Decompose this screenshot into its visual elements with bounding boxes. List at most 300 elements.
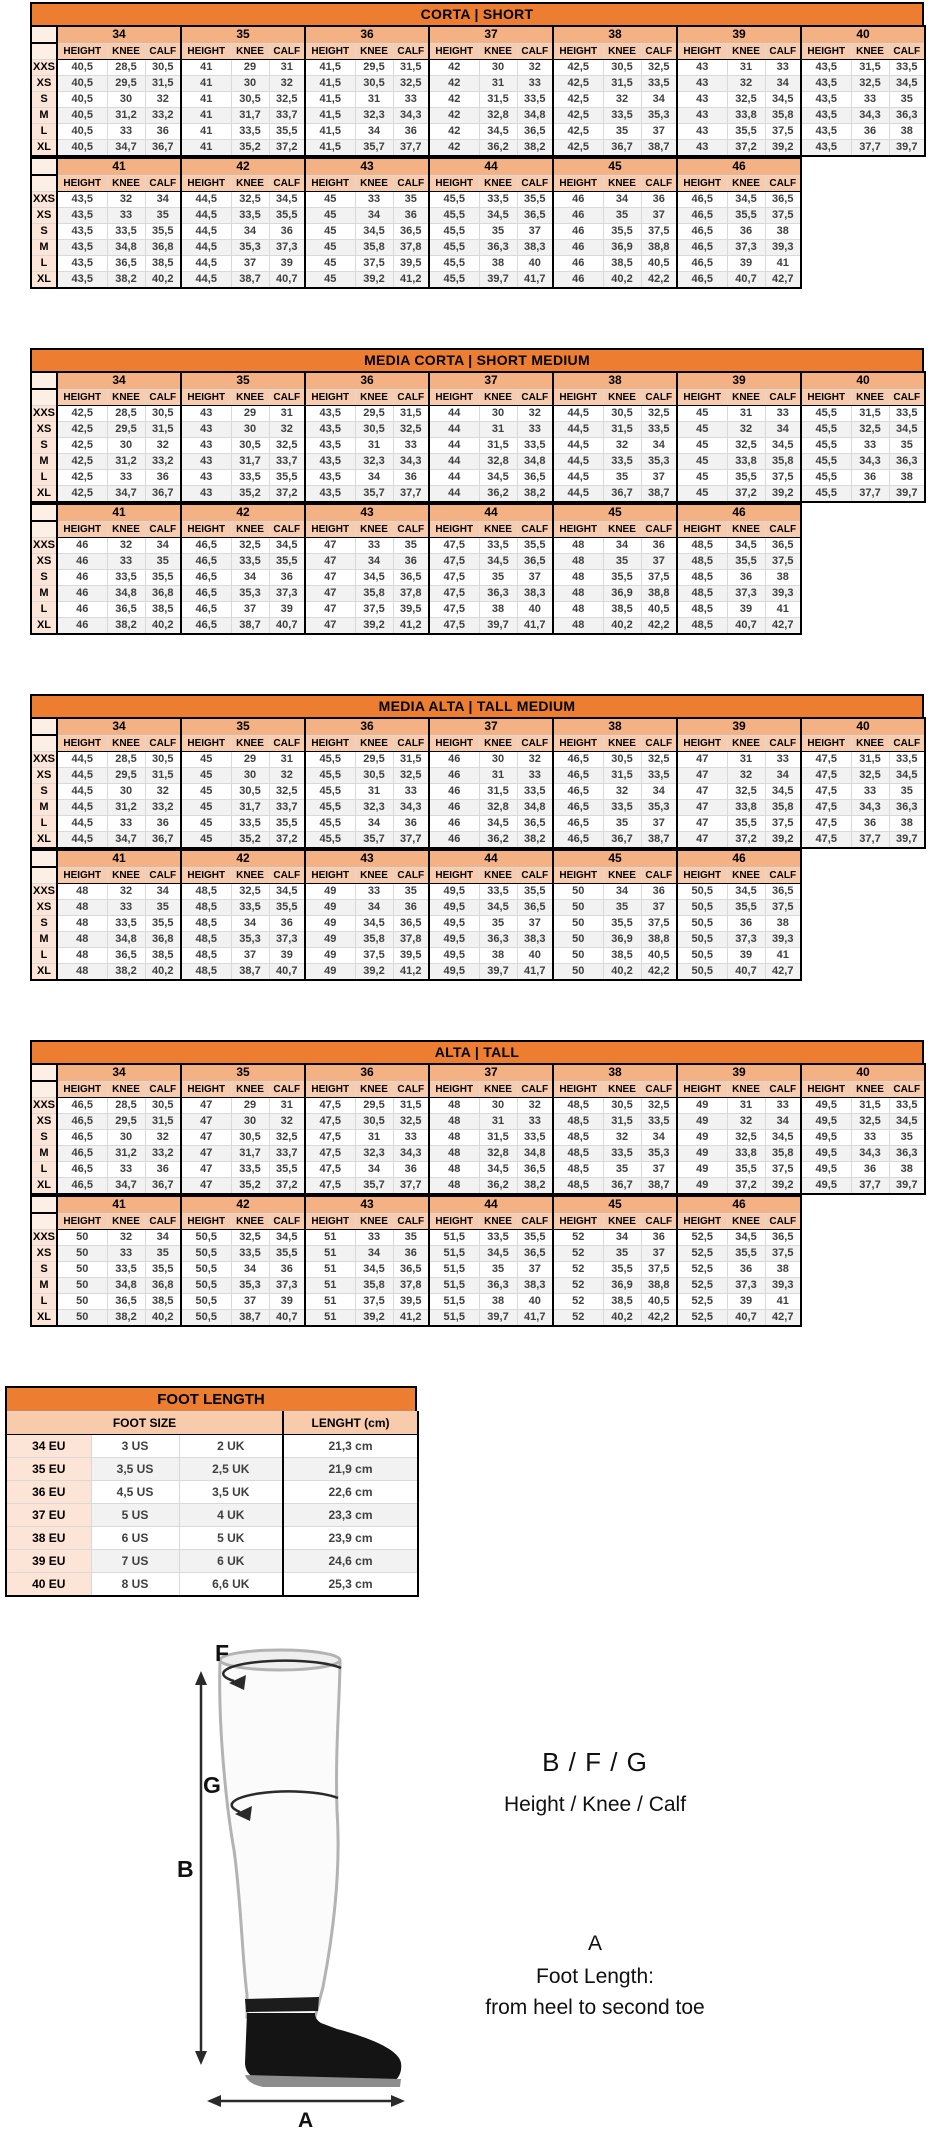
knee-cell: 32,8 — [479, 108, 517, 124]
knee-cell: 35,2 — [231, 1178, 269, 1195]
height-cell: 45,5 — [429, 224, 479, 240]
knee-cell: 35,2 — [231, 832, 269, 849]
height-cell: 47 — [677, 832, 727, 849]
knee-cell: 34,5 — [355, 224, 393, 240]
knee-cell: 38,5 — [603, 1294, 641, 1310]
calf-cell: 36 — [269, 916, 305, 932]
calf-cell: 32,5 — [641, 1098, 677, 1114]
height-cell: 44,5 — [181, 272, 231, 289]
knee-cell: 36,9 — [603, 1278, 641, 1294]
calf-cell: 39,2 — [765, 486, 801, 503]
knee-cell: 28,5 — [107, 752, 145, 768]
knee-cell: 35,5 — [727, 900, 765, 916]
knee-cell: 30,5 — [231, 92, 269, 108]
calf-cell: 36,3 — [889, 108, 925, 124]
knee-cell: 31,5 — [603, 768, 641, 784]
size-grid — [30, 849, 802, 981]
knee-cell: 35,3 — [231, 932, 269, 948]
calf-cell: 34 — [765, 1114, 801, 1130]
calf-cell: 37 — [517, 224, 553, 240]
measure-header: HEIGHT — [677, 389, 727, 406]
measure-header: KNEE — [355, 1213, 393, 1230]
measure-header: HEIGHT — [677, 175, 727, 192]
knee-cell: 37,2 — [727, 140, 765, 157]
size-grid — [30, 371, 926, 503]
height-cell: 52 — [553, 1294, 603, 1310]
size-header: 37 — [429, 718, 553, 735]
measure-header: CALF — [765, 867, 801, 884]
calf-cell: 36 — [145, 1162, 181, 1178]
calf-cell: 36,5 — [517, 1162, 553, 1178]
knee-cell: 29,5 — [355, 752, 393, 768]
calf-cell: 32,5 — [269, 1130, 305, 1146]
height-cell: 49,5 — [429, 948, 479, 964]
calf-cell: 35,5 — [269, 208, 305, 224]
height-cell: 42,5 — [57, 454, 107, 470]
calf-cell: 30,5 — [145, 752, 181, 768]
height-cell: 45 — [305, 256, 355, 272]
row-label: XS — [31, 768, 57, 784]
data-row — [31, 916, 801, 932]
height-cell: 44,5 — [57, 768, 107, 784]
data-row — [31, 538, 801, 554]
foot-row — [6, 1550, 418, 1573]
height-cell: 41,5 — [305, 124, 355, 140]
knee-cell: 37,3 — [727, 932, 765, 948]
calf-cell: 38 — [889, 124, 925, 140]
knee-cell: 40,2 — [603, 272, 641, 289]
data-row — [31, 932, 801, 948]
calf-cell: 31,5 — [393, 752, 429, 768]
knee-cell: 32,5 — [727, 784, 765, 800]
height-cell: 43,5 — [305, 470, 355, 486]
measure-header: CALF — [517, 1081, 553, 1098]
measure-header: HEIGHT — [57, 43, 107, 60]
size-header: 39 — [677, 718, 801, 735]
knee-cell: 36,2 — [479, 832, 517, 849]
height-cell: 44,5 — [181, 256, 231, 272]
data-row — [31, 768, 925, 784]
height-cell: 45 — [677, 470, 727, 486]
knee-cell: 38,2 — [107, 272, 145, 289]
calf-cell: 35 — [393, 192, 429, 208]
size-header: 44 — [429, 1196, 553, 1213]
data-row — [31, 92, 925, 108]
foot-length-cm: 24,6 cm — [283, 1550, 418, 1573]
calf-cell: 33,7 — [269, 800, 305, 816]
knee-cell: 35,3 — [231, 1278, 269, 1294]
height-cell: 46 — [553, 224, 603, 240]
height-cell: 45 — [677, 486, 727, 503]
measure-header: CALF — [641, 867, 677, 884]
measure-header: KNEE — [479, 735, 517, 752]
row-label: M — [31, 1146, 57, 1162]
a-subcaption-1: Foot Length: — [536, 1965, 654, 1988]
knee-cell: 31,5 — [603, 422, 641, 438]
height-cell: 43,5 — [305, 438, 355, 454]
knee-cell: 37,5 — [355, 1294, 393, 1310]
size-table-block — [30, 348, 931, 635]
measure-header: CALF — [889, 43, 925, 60]
knee-cell: 38,5 — [603, 602, 641, 618]
measure-header: KNEE — [603, 1081, 641, 1098]
size-header: 37 — [429, 26, 553, 43]
height-cell: 46,5 — [181, 538, 231, 554]
knee-cell: 29,5 — [107, 1114, 145, 1130]
calf-cell: 36 — [393, 1246, 429, 1262]
height-cell: 47 — [181, 1178, 231, 1195]
height-cell: 52 — [553, 1310, 603, 1327]
height-cell: 45 — [305, 272, 355, 289]
measure-header: CALF — [889, 1081, 925, 1098]
measure-header: HEIGHT — [57, 1081, 107, 1098]
data-row — [31, 470, 925, 486]
height-cell: 52,5 — [677, 1310, 727, 1327]
knee-cell: 30 — [479, 60, 517, 76]
knee-cell: 34 — [231, 570, 269, 586]
knee-cell: 32,5 — [851, 768, 889, 784]
calf-cell: 36 — [641, 538, 677, 554]
size-table-block — [30, 2, 931, 289]
calf-cell: 42,2 — [641, 964, 677, 981]
height-arrowhead-top — [195, 1671, 207, 1685]
measure-header: HEIGHT — [553, 1213, 603, 1230]
knee-cell: 33,5 — [231, 1246, 269, 1262]
knee-cell: 40,2 — [603, 618, 641, 635]
height-cell: 48,5 — [677, 538, 727, 554]
height-cell: 52 — [553, 1262, 603, 1278]
height-cell: 48,5 — [677, 602, 727, 618]
knee-cell: 35,5 — [727, 1246, 765, 1262]
knee-cell: 33,5 — [603, 454, 641, 470]
measure-header: HEIGHT — [305, 1081, 355, 1098]
knee-cell: 33 — [355, 884, 393, 900]
foot-table-title: FOOT LENGTH — [5, 1386, 417, 1411]
knee-cell: 34,5 — [727, 1230, 765, 1246]
height-cell: 40,5 — [57, 92, 107, 108]
knee-cell: 34,5 — [479, 124, 517, 140]
knee-cell: 33 — [355, 1230, 393, 1246]
height-cell: 47,5 — [801, 800, 851, 816]
data-row — [31, 422, 925, 438]
measure-header: CALF — [641, 521, 677, 538]
calf-cell: 35,5 — [269, 1162, 305, 1178]
size-header-row — [31, 850, 801, 867]
knee-cell: 35,5 — [727, 208, 765, 224]
knee-cell: 32 — [727, 768, 765, 784]
data-row — [31, 948, 801, 964]
height-cell: 50,5 — [181, 1230, 231, 1246]
knee-cell: 36,3 — [479, 932, 517, 948]
height-cell: 41,5 — [305, 92, 355, 108]
row-label: XS — [31, 76, 57, 92]
calf-cell: 32 — [269, 768, 305, 784]
height-label: B — [177, 1856, 194, 1882]
calf-cell: 36,8 — [145, 240, 181, 256]
calf-cell: 33,2 — [145, 108, 181, 124]
height-cell: 45 — [677, 406, 727, 422]
calf-cell: 37 — [641, 124, 677, 140]
height-cell: 47,5 — [801, 832, 851, 849]
calf-cell: 32,5 — [641, 406, 677, 422]
height-cell: 50 — [553, 900, 603, 916]
size-header: 40 — [801, 718, 925, 735]
measure-header: HEIGHT — [429, 867, 479, 884]
calf-cell: 38,3 — [517, 932, 553, 948]
data-row — [31, 800, 925, 816]
calf-cell: 38,2 — [517, 1178, 553, 1195]
calf-cell: 33 — [393, 784, 429, 800]
height-cell: 45,5 — [801, 438, 851, 454]
knee-cell: 34,5 — [479, 208, 517, 224]
knee-cell: 32,5 — [231, 538, 269, 554]
height-cell: 41 — [181, 60, 231, 76]
height-cell: 44,5 — [181, 224, 231, 240]
row-label: XXS — [31, 1098, 57, 1114]
measure-header: HEIGHT — [305, 1213, 355, 1230]
size-grid — [30, 503, 802, 635]
knee-cell: 32,5 — [851, 422, 889, 438]
knee-cell: 31 — [355, 92, 393, 108]
knee-cell: 31,7 — [231, 1146, 269, 1162]
calf-cell: 37 — [517, 916, 553, 932]
row-label: M — [31, 932, 57, 948]
height-cell: 49,5 — [801, 1130, 851, 1146]
calf-cell: 33,5 — [517, 784, 553, 800]
measure-header: HEIGHT — [305, 43, 355, 60]
calf-cell: 34 — [765, 422, 801, 438]
calf-cell: 35 — [393, 538, 429, 554]
calf-cell: 31 — [269, 752, 305, 768]
height-cell: 43,5 — [57, 192, 107, 208]
calf-cell: 40,7 — [269, 272, 305, 289]
knee-cell: 34,5 — [727, 884, 765, 900]
height-cell: 49 — [305, 948, 355, 964]
height-cell: 48 — [429, 1178, 479, 1195]
knee-cell: 29,5 — [107, 422, 145, 438]
height-cell: 45 — [181, 816, 231, 832]
data-row — [31, 1294, 801, 1310]
height-cell: 42,5 — [553, 140, 603, 157]
size-grid — [30, 1063, 926, 1195]
calf-cell: 31,5 — [145, 1114, 181, 1130]
calf-cell: 31,5 — [393, 406, 429, 422]
height-cell: 50 — [57, 1230, 107, 1246]
calf-cell: 38,3 — [517, 1278, 553, 1294]
knee-cell: 30 — [231, 422, 269, 438]
height-cell: 42,5 — [553, 92, 603, 108]
calf-cell: 37,3 — [269, 1278, 305, 1294]
calf-cell: 35,8 — [765, 1146, 801, 1162]
calf-cell: 34,5 — [889, 76, 925, 92]
row-label: L — [31, 816, 57, 832]
knee-cell: 31,5 — [603, 1114, 641, 1130]
calf-cell: 37,8 — [393, 932, 429, 948]
knee-cell: 29 — [231, 752, 269, 768]
knee-cell: 30 — [107, 784, 145, 800]
knee-cell: 36,9 — [603, 240, 641, 256]
height-cell: 49,5 — [801, 1098, 851, 1114]
measure-header: KNEE — [603, 389, 641, 406]
knee-cell: 34,5 — [479, 816, 517, 832]
calf-cell: 38,8 — [641, 586, 677, 602]
knee-cell: 38,2 — [107, 618, 145, 635]
height-cell: 52 — [553, 1230, 603, 1246]
us-size: 7 US — [91, 1550, 179, 1573]
height-cell: 45,5 — [305, 752, 355, 768]
height-cell: 47 — [181, 1114, 231, 1130]
calf-cell: 35,5 — [269, 900, 305, 916]
size-header: 40 — [801, 372, 925, 389]
knee-cell: 34 — [603, 884, 641, 900]
calf-cell: 39,5 — [393, 1294, 429, 1310]
row-label: L — [31, 948, 57, 964]
knee-cell: 36 — [727, 570, 765, 586]
data-row — [31, 192, 801, 208]
height-cell: 47,5 — [429, 602, 479, 618]
calf-cell: 36 — [393, 816, 429, 832]
data-row — [31, 486, 925, 503]
height-cell: 44,5 — [181, 208, 231, 224]
row-label: L — [31, 124, 57, 140]
height-cell: 43,5 — [57, 256, 107, 272]
size-table-block — [30, 694, 931, 981]
knee-cell: 32 — [603, 784, 641, 800]
measure-header-row — [31, 735, 925, 752]
height-cell: 46,5 — [57, 1146, 107, 1162]
knee-cell: 34,5 — [479, 1162, 517, 1178]
size-grid — [30, 25, 926, 157]
row-label: L — [31, 256, 57, 272]
height-cell: 52,5 — [677, 1294, 727, 1310]
measure-header: HEIGHT — [181, 1213, 231, 1230]
foot-length-cm: 21,3 cm — [283, 1435, 418, 1458]
knee-cell: 33,5 — [603, 1146, 641, 1162]
calf-cell: 34,8 — [517, 1146, 553, 1162]
height-cell: 48,5 — [181, 884, 231, 900]
eu-size: 38 EU — [6, 1527, 91, 1550]
height-cell: 48 — [429, 1146, 479, 1162]
calf-cell: 36,5 — [517, 1246, 553, 1262]
calf-cell: 37 — [517, 570, 553, 586]
knee-cell: 29,5 — [107, 76, 145, 92]
knee-cell: 33,5 — [231, 1162, 269, 1178]
height-cell: 47 — [305, 618, 355, 635]
measure-header: HEIGHT — [429, 389, 479, 406]
calf-cell: 32 — [517, 752, 553, 768]
calf-cell: 39,5 — [393, 256, 429, 272]
measure-header: HEIGHT — [553, 1081, 603, 1098]
data-row — [31, 618, 801, 635]
measure-header: KNEE — [355, 389, 393, 406]
measure-header: HEIGHT — [553, 43, 603, 60]
calf-cell: 37,5 — [765, 208, 801, 224]
calf-cell: 37,5 — [765, 1162, 801, 1178]
calf-cell: 40,7 — [269, 964, 305, 981]
height-cell: 47,5 — [801, 768, 851, 784]
knee-cell: 34,5 — [479, 900, 517, 916]
calf-cell: 41,2 — [393, 964, 429, 981]
measure-header: KNEE — [851, 1081, 889, 1098]
knee-cell: 32,5 — [231, 192, 269, 208]
measure-header: KNEE — [851, 735, 889, 752]
height-cell: 45,5 — [305, 816, 355, 832]
foot-length-table — [5, 1386, 417, 1597]
knee-cell: 31,5 — [851, 60, 889, 76]
calf-cell: 33 — [765, 752, 801, 768]
measure-header: KNEE — [231, 1081, 269, 1098]
knee-cell: 32 — [107, 884, 145, 900]
measure-header: KNEE — [727, 43, 765, 60]
row-label: XL — [31, 1310, 57, 1327]
knee-cell: 39,7 — [479, 618, 517, 635]
knee-cell: 35,8 — [355, 932, 393, 948]
calf-cell: 33 — [765, 1098, 801, 1114]
calf-cell: 38 — [765, 224, 801, 240]
measure-header: KNEE — [107, 1081, 145, 1098]
measure-header: KNEE — [603, 735, 641, 752]
calf-cell: 35,5 — [269, 124, 305, 140]
size-header: 35 — [181, 372, 305, 389]
calf-cell: 36,5 — [765, 192, 801, 208]
height-cell: 47 — [181, 1098, 231, 1114]
calf-cell: 36 — [145, 470, 181, 486]
height-cell: 48 — [57, 900, 107, 916]
measure-header: CALF — [641, 735, 677, 752]
knee-cell: 35 — [603, 816, 641, 832]
calf-cell: 35 — [145, 1246, 181, 1262]
size-header: 38 — [553, 718, 677, 735]
calf-cell: 31,5 — [145, 76, 181, 92]
size-header: 38 — [553, 1064, 677, 1081]
height-cell: 44 — [429, 406, 479, 422]
data-row — [31, 1130, 925, 1146]
knee-cell: 31,5 — [479, 1130, 517, 1146]
calf-cell: 32 — [269, 422, 305, 438]
knee-cell: 34,7 — [107, 486, 145, 503]
height-cell: 48,5 — [677, 570, 727, 586]
measure-header: KNEE — [355, 1081, 393, 1098]
size-header: 46 — [677, 158, 801, 175]
measure-header: CALF — [393, 175, 429, 192]
calf-cell: 34,5 — [269, 884, 305, 900]
calf-cell: 38,7 — [641, 486, 677, 503]
height-cell: 49 — [305, 900, 355, 916]
height-cell: 48 — [57, 932, 107, 948]
calf-cell: 38 — [889, 816, 925, 832]
calf-cell: 35,3 — [641, 108, 677, 124]
size-table-block — [30, 1040, 931, 1327]
height-cell: 45,5 — [801, 422, 851, 438]
knee-girth-label: F — [215, 1640, 230, 1666]
calf-cell: 38,5 — [145, 1294, 181, 1310]
measure-header: CALF — [145, 867, 181, 884]
height-cell: 49,5 — [429, 884, 479, 900]
measure-header: KNEE — [727, 175, 765, 192]
calf-cell: 38 — [889, 470, 925, 486]
knee-cell: 39 — [727, 256, 765, 272]
measure-header: KNEE — [107, 521, 145, 538]
knee-cell: 38,5 — [603, 948, 641, 964]
calf-cell: 40,2 — [145, 1310, 181, 1327]
calf-cell: 33 — [517, 768, 553, 784]
knee-cell: 34 — [355, 470, 393, 486]
knee-cell: 34,3 — [851, 800, 889, 816]
knee-cell: 35,8 — [355, 240, 393, 256]
knee-cell: 30,5 — [355, 768, 393, 784]
calf-cell: 32,5 — [393, 422, 429, 438]
calf-cell: 34,5 — [765, 438, 801, 454]
